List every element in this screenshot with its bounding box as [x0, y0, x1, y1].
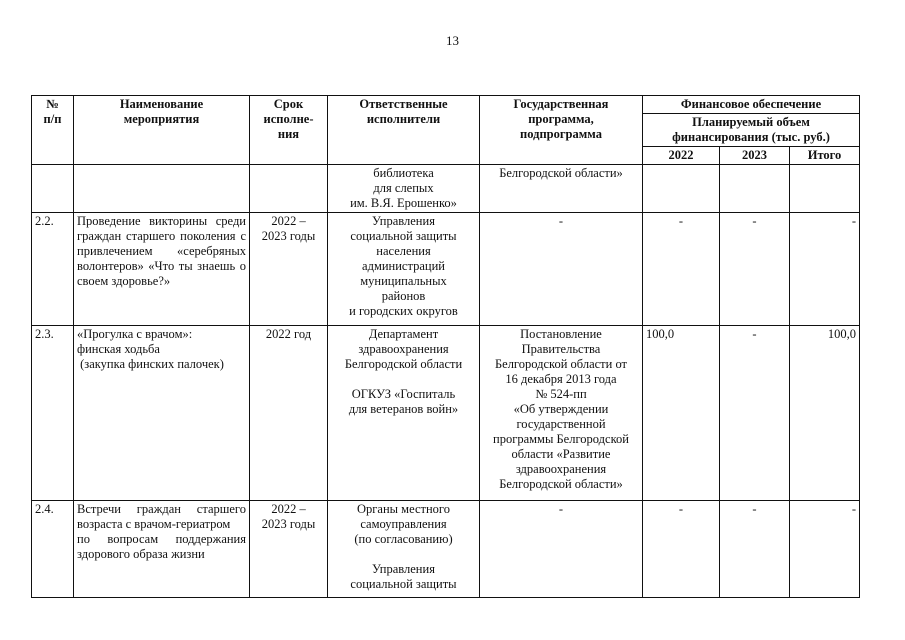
table-row: [32, 501, 860, 598]
executor-line: Белгородской области: [344, 357, 463, 371]
executor-line: для слепых: [373, 181, 434, 195]
executor-line: социальной защиты: [350, 577, 457, 591]
row-total: -: [790, 501, 860, 598]
program-line: здравоохранения: [515, 462, 607, 476]
page-number: 13: [446, 33, 459, 48]
row-term: 2022 год: [250, 326, 328, 501]
row-2023: [720, 165, 790, 213]
row-executors: [328, 213, 480, 326]
row-name: [74, 165, 250, 213]
header-term: Срок исполне- ния: [250, 96, 328, 165]
row-num: [32, 165, 74, 213]
table-row: [32, 165, 860, 213]
row-executors: [328, 165, 480, 213]
row-program: [480, 213, 643, 326]
executor-line: здравоохранения: [358, 342, 449, 356]
row-program: [480, 501, 643, 598]
executor-line: социальной защиты: [350, 229, 457, 243]
header-year-2022: 2022: [643, 147, 720, 165]
row-total: [790, 165, 860, 213]
executor-line: библиотека: [373, 166, 434, 180]
program-line: -: [558, 214, 564, 228]
row-term: 2022 – 2023 годы: [250, 213, 328, 326]
program-line: Белгородской области от: [494, 357, 628, 371]
row-executors: [328, 326, 480, 501]
table-row: [32, 213, 860, 326]
row-name: Проведение викторины среди граждан старшего поколения с привлечением «серебряных волонтеров» «Что ты знаешь о своем здоровье?»: [74, 213, 250, 326]
row-2023: -: [720, 326, 790, 501]
header-program: Государственная программа, подпрограмма: [480, 96, 643, 165]
executor-gap: [331, 547, 476, 562]
activities-table: [31, 95, 860, 598]
executor-line: (по согласованию): [354, 532, 453, 546]
executor-line: Департамент: [368, 327, 439, 341]
program-line: Постановление: [520, 327, 602, 341]
row-name: Встречи граждан старшего возраста с врачом-гериатром по вопросам поддержания здорового образа жизни: [74, 501, 250, 598]
header-name: Наименование мероприятия: [74, 96, 250, 165]
program-line: Белгородской области»: [499, 166, 623, 180]
executor-line: Управления: [372, 562, 435, 576]
row-executors: [328, 501, 480, 598]
row-name: «Прогулка с врачом»: финская ходьба (закупка финских палочек): [74, 326, 250, 501]
executor-line: муниципальных: [360, 274, 447, 288]
executor-line: самоуправления: [360, 517, 447, 531]
executor-line: администраций: [362, 259, 445, 273]
row-2023: -: [720, 213, 790, 326]
header-year-2023: 2023: [720, 147, 790, 165]
executor-line: ОГКУЗ «Госпиталь: [351, 387, 456, 401]
row-num: 2.3.: [32, 326, 74, 501]
table-row: [32, 326, 860, 501]
program-line: программы Белгородской: [493, 432, 629, 446]
row-term: [250, 165, 328, 213]
program-line: государственной: [516, 417, 606, 431]
executor-line: и городских округов: [349, 304, 458, 318]
program-line: -: [558, 502, 564, 516]
header-total: Итого: [790, 147, 860, 165]
header-planned: Планируемый объем финансирования (тыс. руб.): [643, 114, 860, 147]
executor-gap: [331, 372, 476, 387]
row-program: [480, 165, 643, 213]
program-line: «Об утверждении: [513, 402, 609, 416]
row-2022: -: [643, 501, 720, 598]
header-executors: Ответственные исполнители: [328, 96, 480, 165]
executor-line: Органы местного: [357, 502, 450, 516]
header-finance: Финансовое обеспечение: [643, 96, 860, 114]
row-num: 2.4.: [32, 501, 74, 598]
row-2022: [643, 165, 720, 213]
executor-line: для ветеранов войн»: [348, 402, 459, 416]
header-num: № п/п: [32, 96, 74, 165]
row-program: [480, 326, 643, 501]
program-line: области «Развитие: [511, 447, 611, 461]
executor-line: им. В.Я. Ерошенко»: [350, 196, 457, 210]
row-num: 2.2.: [32, 213, 74, 326]
program-line: № 524-пп: [535, 387, 587, 401]
program-line: Правительства: [521, 342, 601, 356]
executor-line: населения: [376, 244, 431, 258]
row-2022: 100,0: [643, 326, 720, 501]
executor-line: районов: [381, 289, 426, 303]
executor-line: Управления: [372, 214, 435, 228]
program-line: 16 декабря 2013 года: [505, 372, 617, 386]
row-term: 2022 – 2023 годы: [250, 501, 328, 598]
row-2022: -: [643, 213, 720, 326]
program-line: Белгородской области»: [499, 477, 623, 491]
row-total: -: [790, 213, 860, 326]
row-2023: -: [720, 501, 790, 598]
row-total: 100,0: [790, 326, 860, 501]
